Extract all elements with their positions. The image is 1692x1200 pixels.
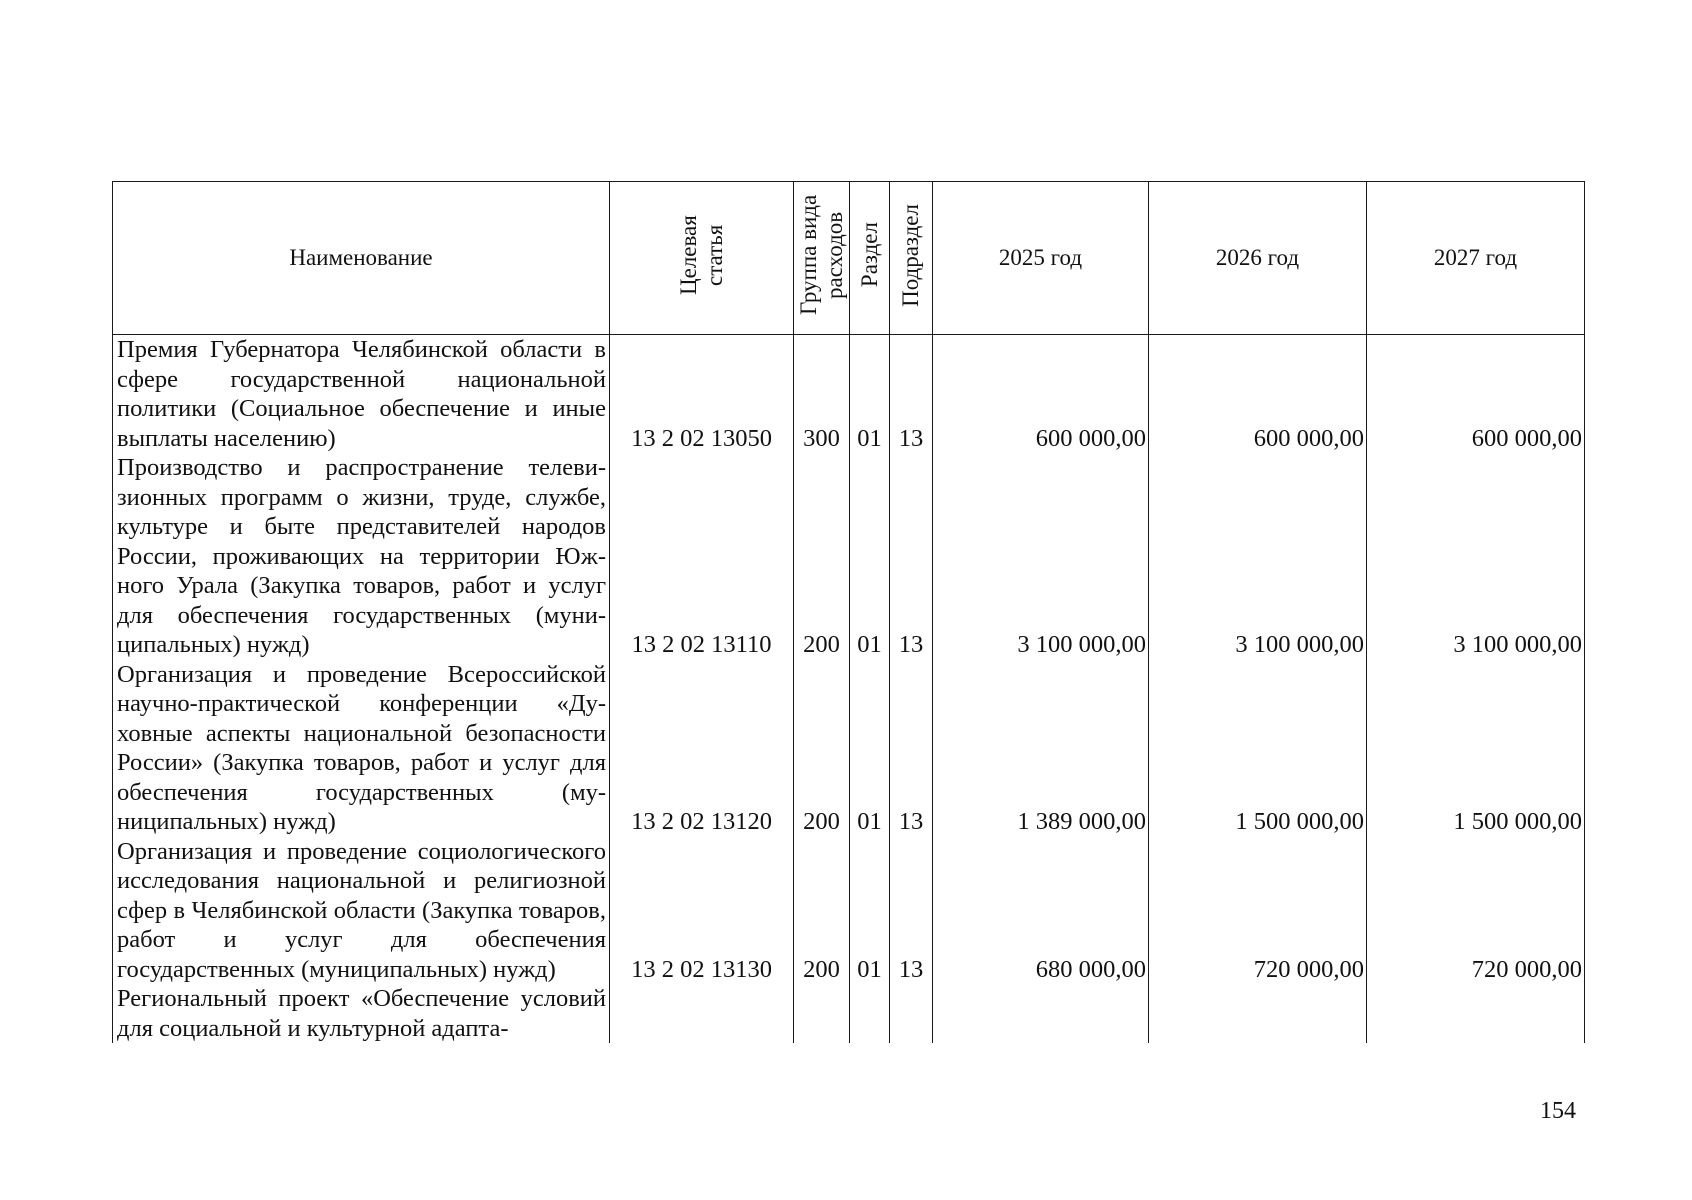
row-target-article: 13 2 02 13050 [610,335,794,454]
header-target-article: Целевая статья [610,182,794,335]
row-name: Организация и проведение Всероссийской научно-практической конференции «Духовные аспекты национальной безопасности России» (Закупка товаров, работ и услуг для обеспечения государственных (муниципальных) нужд) [113,660,610,837]
row-amount-2026: 3 100 000,00 [1149,453,1367,660]
row-target-article: 13 2 02 13130 [610,837,794,985]
row-amount-2025: 600 000,00 [933,335,1149,454]
row-target-article: 13 2 02 13120 [610,660,794,837]
row-name: Производство и распространение телевизионных программ о жизни, труде, службе, культуре и быте представителей народов России, проживающих на территории Южного Урала (Закупка товаров, работ и услуг для обеспечения государственных (муниципальных) нужд) [113,453,610,660]
budget-table [112,181,1585,1043]
row-section [850,984,890,1043]
row-target-article [610,984,794,1043]
row-amount-2027 [1367,984,1585,1043]
row-amount-2027: 3 100 000,00 [1367,453,1585,660]
row-expense-group: 300 [794,335,850,454]
row-expense-group [794,984,850,1043]
row-section: 01 [850,335,890,454]
row-amount-2025: 1 389 000,00 [933,660,1149,837]
row-amount-2027: 720 000,00 [1367,837,1585,985]
row-expense-group: 200 [794,837,850,985]
row-amount-2026: 720 000,00 [1149,837,1367,985]
header-2025: 2025 год [933,182,1149,335]
header-name: Наименование [113,182,610,335]
row-subsection: 13 [890,335,933,454]
row-expense-group: 200 [794,660,850,837]
header-2026: 2026 год [1149,182,1367,335]
table-row [113,453,1585,660]
header-expense-group: Группа вида расходов [794,182,850,335]
table-row [113,837,1585,985]
row-subsection: 13 [890,453,933,660]
row-section: 01 [850,837,890,985]
row-target-article: 13 2 02 13110 [610,453,794,660]
row-name: Организация и проведение социологического исследования национальной и религиозной сфер в Челябинской области (Закупка товаров, работ и услуг для обеспечения государственных (муниципальных) нужд) [113,837,610,985]
row-amount-2027: 1 500 000,00 [1367,660,1585,837]
row-section: 01 [850,660,890,837]
row-amount-2026 [1149,984,1367,1043]
row-section: 01 [850,453,890,660]
row-amount-2025: 3 100 000,00 [933,453,1149,660]
row-amount-2025 [933,984,1149,1043]
row-name: Региональный проект «Обеспечение условий для социальной и культурной адапта- [113,984,610,1043]
table-row [113,660,1585,837]
row-amount-2026: 1 500 000,00 [1149,660,1367,837]
page-number: 154 [1540,1098,1576,1124]
row-amount-2026: 600 000,00 [1149,335,1367,454]
table-row [113,335,1585,454]
header-subsection: Подраздел [890,182,933,335]
row-subsection [890,984,933,1043]
row-amount-2025: 680 000,00 [933,837,1149,985]
header-2027: 2027 год [1367,182,1585,335]
row-expense-group: 200 [794,453,850,660]
row-name: Премия Губернатора Челябинской области в сфере государственной национальной политики (Социальное обеспечение и иные выплаты населению) [113,335,610,454]
table-row [113,984,1585,1043]
row-subsection: 13 [890,837,933,985]
header-row [113,182,1585,335]
header-section: Раздел [850,182,890,335]
row-amount-2027: 600 000,00 [1367,335,1585,454]
row-subsection: 13 [890,660,933,837]
